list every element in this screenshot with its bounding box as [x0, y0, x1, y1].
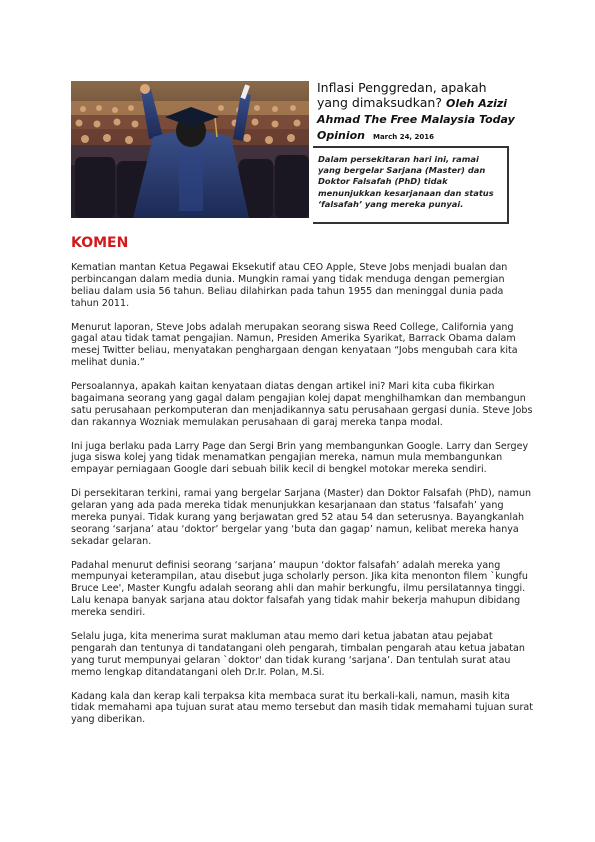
graduation-photo — [71, 81, 309, 218]
paragraph: Kadang kala dan kerap kali terpaksa kita membaca surat itu berkali-kali, namun, masih kita tidak memahami apa tujuan surat atau memo tersebut dan masih tidak memahami tujuan surat yang diberikan. — [71, 690, 533, 726]
section-title: KOMEN — [71, 235, 129, 251]
article-title: Inflasi Penggredan, apakah yang dimaksudkan? — [317, 80, 487, 110]
paragraph: Di persekitaran terkini, ramai yang bergelar Sarjana (Master) dan Doktor Falsafah (PhD), namun gelaran yang ada pada mereka tidak menunjukkan kesarjanaan dan status ‘falsafah’ yang mereka punyai. Tidak kurang yang berjawatan gred 52 atau 54 dan seterusnya. Bayangkanlah seorang ‘sarjana’ atau ‘doktor’ bergelar yang ‘buta dan gagap’ namun, kelibat mereka hanya sekadar gelaran. — [71, 488, 532, 547]
graduation-illustration — [71, 81, 309, 218]
article-byline: Oleh Azizi Ahmad The Free Malaysia Today Opinion — [317, 97, 515, 142]
article-summary-box — [313, 146, 509, 224]
paragraph: Ini juga berlaku pada Larry Page dan Sergi Brin yang membangunkan Google. Larry dan Sergey juga siswa kolej yang tidak menamatkan pengajian mereka, namun mula membangunkan empayar perniagaan Google dari sebuah bilik kecil di bengkel motokar mereka sendiri. — [71, 440, 529, 476]
article-summary: Dalam persekitaran hari ini, ramai yang bergelar Sarjana (Master) dan Doktor Falsafah (PhD) tidak menunjukkan kesarjanaan dan status ‘falsafah’ yang mereka punyai. — [318, 154, 494, 209]
paragraph: Kematian mantan Ketua Pegawai Eksekutif atau CEO Apple, Steve Jobs menjadi bualan dan perbincangan dalam media dunia. Mungkin ramai yang tidak menduga dengan pemergian beliau dalam usia 56 tahun. Beliau dilahirkan pada tahun 1955 dan meninggal dunia pada tahun 2011. — [71, 262, 508, 309]
article-headline — [317, 80, 517, 145]
paragraph: Selalu juga, kita menerima surat makluman atau memo dari ketua jabatan atau pejabat pengarah dan tentunya di tandatangani oleh pengarah, timbalan pengarah atau ketua jabatan yang turut mempunyai gelaran `doktor' dan tidak kurang ‘sarjana’. Dan tentulah surat atau memo lengkap ditandatangani oleh Dr.Ir. Polan, M.Si. — [71, 631, 525, 678]
paragraph: Persoalannya, apakah kaitan kenyataan diatas dengan artikel ini? Mari kita cuba fikirkan bagaimana seorang yang gagal dalam pengajian kolej dapat menghilhamkan dan membangun satu perusahaan perkomputeran dan menjadikannya satu perusahaan gergasi dunia. Steve Jobs dan rakannya Wozniak memulakan perusahaan di garaj mereka tanpa modal. — [71, 381, 533, 428]
paragraph: Menurut laporan, Steve Jobs adalah merupakan seorang siswa Reed College, California yang gagal atau tidak tamat pengajian. Namun, Presiden Amerika Syarikat, Barrack Obama dalam mesej Twitter beliau, menyatakan penghargaan dengan kenyataan “Jobs mengubah cara kita melihat dunia.” — [71, 321, 518, 369]
paragraph: Padahal menurut definisi seorang ‘sarjana’ maupun ‘doktor falsafah’ adalah mereka yang mempunyai keterampilan, atau disebut juga scholarly person. Jika kita menonton filem `kungfu Bruce Lee', Master Kungfu adalah seorang ahli dan mahir berkungfu, ilmu persilatannya tinggi. Lalu kenapa banyak sarjana atau doktor falsafah yang tidak mahir bekerja mahupun dibidang mereka sendiri. — [71, 559, 528, 619]
article-date: March 24, 2016 — [372, 133, 435, 141]
article-body — [71, 262, 533, 738]
